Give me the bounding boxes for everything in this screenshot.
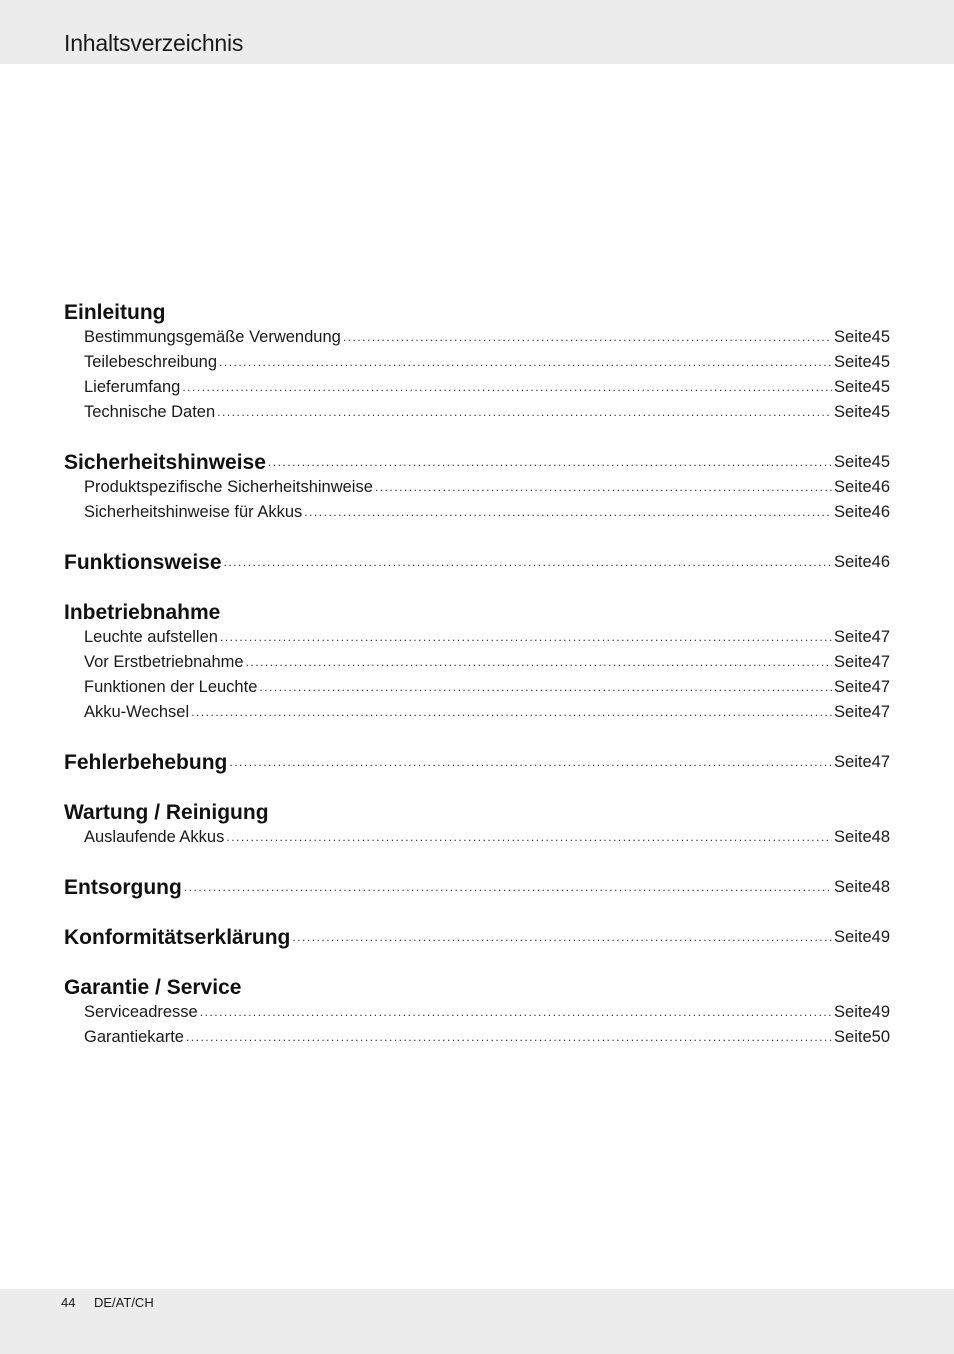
toc-heading-label: Sicherheitshinweise: [64, 451, 266, 474]
dot-leader: [184, 878, 832, 896]
page-number: 49: [871, 1003, 890, 1021]
page-title: Inhaltsverzeichnis: [64, 30, 244, 56]
dot-leader: [304, 503, 832, 521]
page-number: 46: [871, 503, 890, 521]
toc-entry-label: Lieferumfang: [84, 378, 181, 396]
toc-section: [64, 875, 890, 900]
toc-section: [64, 800, 890, 850]
page-number: 46: [871, 478, 890, 496]
seite-label: Seite: [834, 753, 872, 771]
section-gap: [64, 775, 890, 800]
dot-leader: [200, 1003, 832, 1021]
toc-heading-row[interactable]: [64, 975, 890, 1000]
seite-label: Seite: [834, 453, 872, 471]
seite-label: Seite: [834, 353, 872, 371]
section-gap: [64, 725, 890, 750]
seite-label: Seite: [834, 403, 872, 421]
seite-label: Seite: [834, 628, 872, 646]
page-number: 45: [871, 453, 890, 471]
page-number: 47: [871, 703, 890, 721]
page-number: 46: [871, 553, 890, 571]
toc-section: [64, 300, 890, 425]
seite-label: Seite: [834, 378, 872, 396]
toc-entry-label: Vor Erstbetriebnahme: [84, 653, 244, 671]
toc-section: [64, 550, 890, 575]
seite-label: Seite: [834, 478, 872, 496]
toc-heading-row[interactable]: [64, 450, 890, 475]
toc-entry-label: Garantiekarte: [84, 1028, 184, 1046]
toc-heading-row[interactable]: [64, 600, 890, 625]
toc-entry-label: Teilebeschreibung: [84, 353, 218, 371]
seite-label: Seite: [834, 828, 872, 846]
dot-leader: [246, 653, 832, 671]
toc-entry-label: Funktionen der Leuchte: [84, 678, 258, 696]
toc-entry-row[interactable]: [64, 325, 890, 350]
seite-label: Seite: [834, 1028, 872, 1046]
seite-label: Seite: [834, 1003, 872, 1021]
toc-entry-row[interactable]: [64, 700, 890, 725]
toc-entry-row[interactable]: [64, 650, 890, 675]
section-gap: [64, 525, 890, 550]
toc-entry-row[interactable]: [64, 1025, 890, 1050]
dot-leader: [268, 453, 832, 471]
section-gap: [64, 900, 890, 925]
toc-entry-row[interactable]: [64, 350, 890, 375]
toc-heading-row[interactable]: [64, 300, 890, 325]
toc-section: [64, 975, 890, 1050]
page-number: 48: [871, 828, 890, 846]
dot-leader: [343, 328, 832, 346]
seite-label: Seite: [834, 703, 872, 721]
toc-entry-label: Technische Daten: [84, 403, 216, 421]
dot-leader: [219, 353, 832, 371]
toc-entry-row[interactable]: [64, 400, 890, 425]
toc-heading-label: Inbetriebnahme: [64, 601, 221, 624]
toc-section: [64, 600, 890, 725]
page-number: 47: [871, 653, 890, 671]
dot-leader: [182, 378, 832, 396]
dot-leader: [259, 678, 832, 696]
toc-entry-row[interactable]: [64, 500, 890, 525]
page-number: 45: [871, 328, 890, 346]
toc-entry-row[interactable]: [64, 475, 890, 500]
seite-label: Seite: [834, 928, 872, 946]
toc-heading-label: Fehlerbehebung: [64, 751, 228, 774]
toc-heading-row[interactable]: [64, 925, 890, 950]
seite-label: Seite: [834, 328, 872, 346]
page-number: 45: [871, 378, 890, 396]
section-gap: [64, 575, 890, 600]
toc-heading-row[interactable]: [64, 550, 890, 575]
dot-leader: [229, 753, 832, 771]
toc-section: [64, 450, 890, 525]
seite-label: Seite: [834, 653, 872, 671]
toc-entry-label: Leuchte aufstellen: [84, 628, 218, 646]
toc-heading-label: Einleitung: [64, 301, 166, 324]
toc-heading-row[interactable]: [64, 800, 890, 825]
toc-entry-label: Produktspezifische Sicherheitshinweise: [84, 478, 373, 496]
toc-heading-label: Funktionsweise: [64, 551, 222, 574]
page-number: 50: [871, 1028, 890, 1046]
page-number: 47: [871, 753, 890, 771]
dot-leader: [226, 828, 832, 846]
dot-leader: [375, 478, 832, 496]
toc-section: [64, 750, 890, 775]
dot-leader: [186, 1028, 832, 1046]
section-gap: [64, 425, 890, 450]
page-number: 45: [871, 353, 890, 371]
seite-label: Seite: [834, 503, 872, 521]
toc-entry-row[interactable]: [64, 1000, 890, 1025]
dot-leader: [217, 403, 832, 421]
toc-heading-label: Konformitätserklärung: [64, 926, 291, 949]
dot-leader: [224, 553, 833, 571]
page-number: 47: [871, 678, 890, 696]
toc-heading-row[interactable]: [64, 750, 890, 775]
toc-heading-label: Entsorgung: [64, 876, 182, 899]
toc-heading-label: Garantie / Service: [64, 976, 242, 999]
dot-leader: [220, 628, 832, 646]
footer-page-number: 44: [61, 1295, 76, 1310]
toc-entry-label: Serviceadresse: [84, 1003, 198, 1021]
page-number: 45: [871, 403, 890, 421]
section-gap: [64, 850, 890, 875]
toc-section: [64, 925, 890, 950]
table-of-contents: [64, 300, 890, 1050]
page-number: 47: [871, 628, 890, 646]
page-number: 49: [871, 928, 890, 946]
toc-heading-row[interactable]: [64, 875, 890, 900]
toc-entry-row[interactable]: [64, 375, 890, 400]
seite-label: Seite: [834, 553, 872, 571]
toc-entry-row[interactable]: [64, 675, 890, 700]
toc-entry-row[interactable]: [64, 625, 890, 650]
footer-region: DE/AT/CH: [94, 1295, 154, 1310]
dot-leader: [191, 703, 832, 721]
toc-entry-row[interactable]: [64, 825, 890, 850]
page-number: 48: [871, 878, 890, 896]
seite-label: Seite: [834, 678, 872, 696]
toc-entry-label: Akku-Wechsel: [84, 703, 190, 721]
toc-entry-label: Sicherheitshinweise für Akkus: [84, 503, 303, 521]
toc-heading-label: Wartung / Reinigung: [64, 801, 269, 824]
toc-entry-label: Bestimmungsgemäße Verwendung: [84, 328, 341, 346]
seite-label: Seite: [834, 878, 872, 896]
toc-entry-label: Auslaufende Akkus: [84, 828, 225, 846]
dot-leader: [292, 928, 832, 946]
section-gap: [64, 950, 890, 975]
